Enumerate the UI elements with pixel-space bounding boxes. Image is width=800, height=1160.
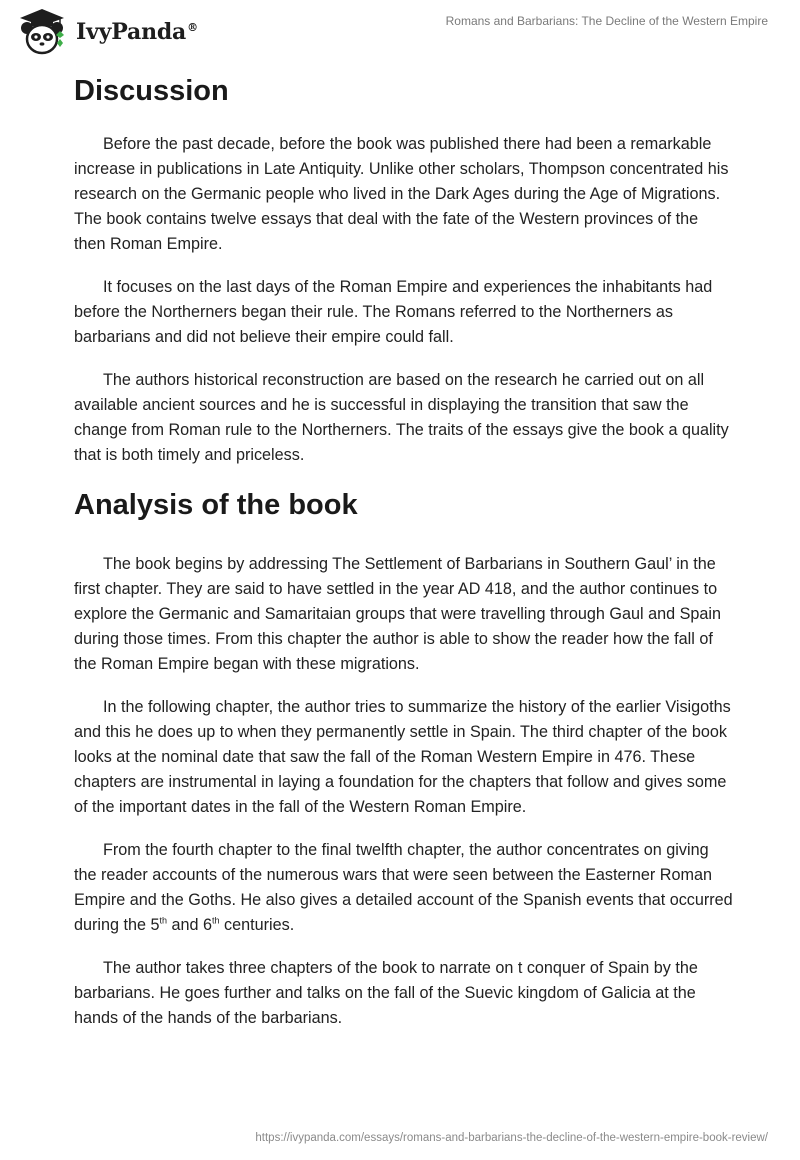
paragraph: In the following chapter, the author tries to summarize the history of the earlier Visigoths and this he does up to when they permanently settle in Spain. The third chapter of the book looks at the nominal date that saw the fall of the Roman Western Empire in 476. These chapters are instrumental in laying a foundation for the chapters that follow and gives some of the important dates in the fall of the Western Roman Empire. <box>74 698 731 816</box>
paragraph-text: and 6 <box>167 916 213 934</box>
paragraph: Before the past decade, before the book was published there had been a remarkable increase in publications in Late Antiquity. Unlike other scholars, Thompson concentrated his research on the Germanic people who lived in the Dark Ages during the Age of Migrations. The book contains twelve essays that deal with the fate of the Western provinces of the then Roman Empire. <box>74 135 729 253</box>
document-title: Romans and Barbarians: The Decline of the Western Empire <box>445 14 768 28</box>
logo-wordmark: IvyPanda® <box>76 19 198 45</box>
paragraph: The author takes three chapters of the book to narrate on t conquer of Spain by the barbarians. He goes further and talks on the fall of the Suevic kingdom of Galicia at the hands of the hands of the barbarians. <box>74 959 698 1027</box>
paragraph: It focuses on the last days of the Roman Empire and experiences the inhabitants had before the Northerners began their rule. The Romans referred to the Northerners as barbarians and did not believe their empire could fall. <box>74 278 713 346</box>
paragraph <box>74 838 734 938</box>
panda-graduate-icon <box>16 7 68 57</box>
paragraph: The authors historical reconstruction are based on the research he carried out on all available ancient sources and he is successful in displaying the transition that saw the change from Roman rule to the Northerners. The traits of the essays give the book a quality that is both timely and priceless. <box>74 371 729 464</box>
section-heading-discussion: Discussion <box>74 75 229 107</box>
superscript: th <box>212 915 220 926</box>
superscript: th <box>159 915 168 926</box>
paragraph-text: From the fourth chapter to the final twelfth chapter, the author concentrates on giving the reader accounts of the numerous wars that were seen between the Easterner Roman Empire and the Goths. He also gives a detailed account of the Spanish events that occurred during the 5 <box>74 841 733 934</box>
ivypanda-logo[interactable] <box>16 7 198 57</box>
page-header <box>0 0 800 60</box>
registered-mark: ® <box>187 20 198 34</box>
source-url[interactable]: https://ivypanda.com/essays/romans-and-barbarians-the-decline-of-the-western-empire-book-review/ <box>255 1132 768 1144</box>
paragraph-text: centuries. <box>219 916 295 934</box>
section-heading-analysis: Analysis of the book <box>74 489 358 521</box>
article-body <box>74 72 734 1049</box>
paragraph: The book begins by addressing The Settlement of Barbarians in Southern Gaul’ in the first chapter. They are said to have settled in the year AD 418, and the author continues to explore the Germanic and Samaritaian groups that were travelling through Gaul and Spain during those times. From this chapter the author is able to show the reader how the fall of the Roman Empire began with these migrations. <box>74 555 721 673</box>
